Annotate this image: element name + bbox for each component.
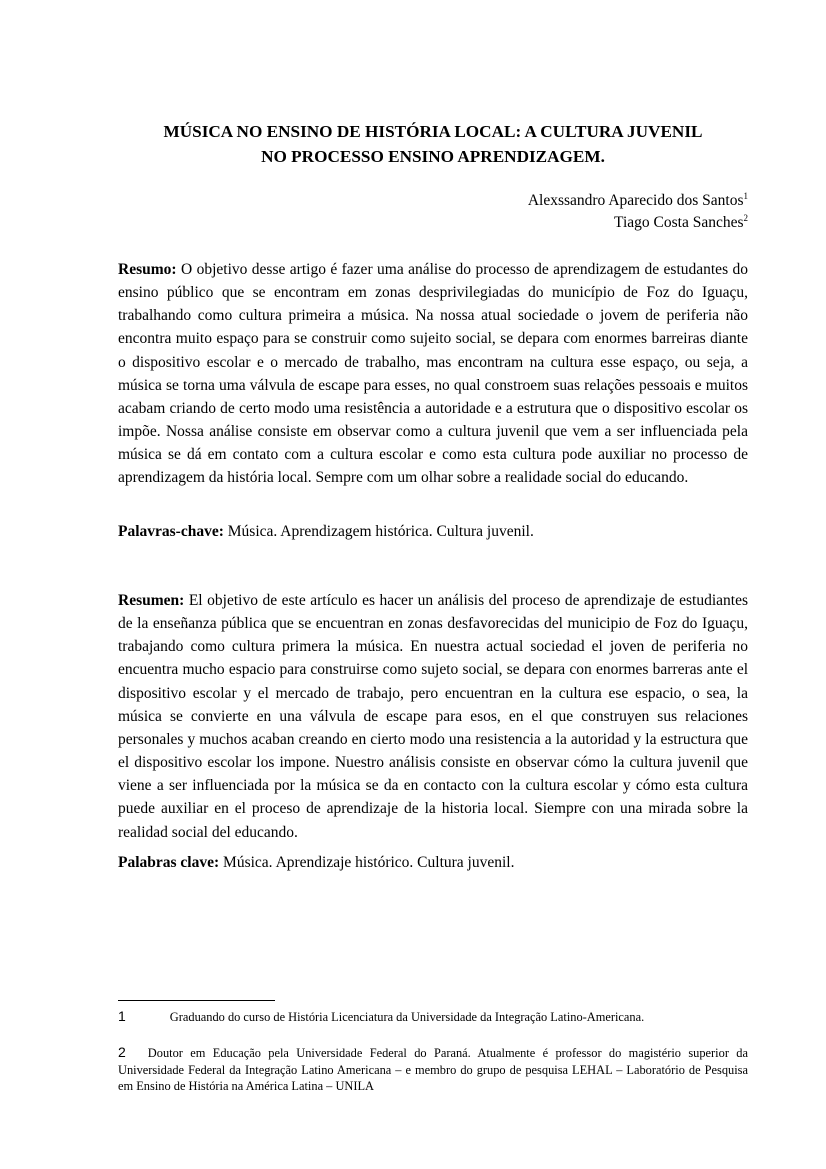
keywords-text: Música. Aprendizaje histórico. Cultura juvenil. (223, 854, 515, 871)
footnote-marker[interactable]: 1 (743, 190, 748, 201)
title-line-2: NO PROCESSO ENSINO APRENDIZAGEM. (261, 147, 605, 166)
abstract-label: Resumo: (118, 261, 177, 278)
footnote-marker[interactable]: 2 (743, 212, 748, 223)
paper-title (118, 119, 748, 169)
author-1 (528, 190, 748, 212)
abstract-label: Resumen: (118, 592, 185, 609)
footnote-number: 1 (118, 1008, 126, 1024)
keywords-label: Palabras clave: (118, 854, 220, 871)
abstract-text: O objetivo desse artigo é fazer uma análise do processo de aprendizagem de estudantes do ensino público que se encontram em zonas desprivilegiadas do município de Foz do Iguaçu, trabalhando como cultura primeira a música. Na nossa atual sociedade o jovem de periferia não encontra muito espaço para se construir como sujeito social, se depara com enormes barreiras diante o dispositivo escolar e o mercado de trabalho, mas encontram na cultura esse espaço, ou seja, a música se torna uma válvula de escape para esses, no qual constroem suas relações pessoais e muitos acabam criando de certo modo uma resistência a autoridade e a estrutura que o dispositivo escolar os impõe. Nossa análise consiste em observar como a cultura juvenil que vem a ser influenciada pela música se dá em contato com a cultura escolar e como esta cultura pode auxiliar no processo de aprendizagem da história local. Sempre com um olhar sobre a realidade social do educando. (118, 261, 749, 487)
footnote-text: Graduando do curso de História Licenciatura da Universidade da Integração Latino-Americana. (169, 1010, 645, 1024)
author-2 (528, 212, 748, 234)
keywords-label: Palavras-chave: (118, 523, 224, 540)
footnote-separator (118, 1000, 275, 1001)
keywords-text: Música. Aprendizagem histórica. Cultura juvenil. (227, 523, 534, 540)
author-block (528, 190, 748, 234)
keywords-spanish (118, 851, 748, 874)
footnote-2 (118, 1044, 748, 1095)
abstract-text: El objetivo de este artículo es hacer un análisis del proceso de aprendizaje de estudiantes de la enseñanza pública que se encuentran en zonas desfavorecidas del municipio de Foz do Iguaçu, trabajando como cultura primera la música. En nuestra actual sociedad el joven de periferia no encuentra mucho espacio para construirse como sujeto social, se depara con enormes barreras ante el dispositivo escolar y el mercado de trabajo, pero encuentran en la cultura ese espacio, o sea, la música se convierte en una válvula de escape para esos, en el que construyen sus relaciones personales y muchos acaban creando en cierto modo una resistencia a la autoridad y la estructura que el dispositivo escolar los impone. Nuestro análisis consiste en observar cómo la cultura juvenil que viene a ser influenciada por la música se da en contacto con la cultura escolar y cómo esta cultura puede auxiliar en el proceso de aprendizaje de la historia local. Siempre con una mirada sobre la realidad social del educando. (118, 592, 748, 841)
author-name: Tiago Costa Sanches (614, 214, 744, 231)
footnote-text: Doutor em Educação pela Universidade Federal do Paraná. Atualmente é professor do magistério superior da Universidade Federal da Integração Latino Americana – e membro do grupo de pesquisa LEHAL – Laboratório de Pesquisa em Ensino de História na América Latina – UNILA (118, 1046, 748, 1093)
footnote-1 (118, 1008, 748, 1026)
title-line-1: MÚSICA NO ENSINO DE HISTÓRIA LOCAL: A CULTURA JUVENIL (163, 122, 703, 141)
abstract-portuguese (118, 258, 748, 490)
abstract-spanish (118, 589, 748, 844)
footnote-number: 2 (118, 1044, 126, 1060)
author-name: Alexssandro Aparecido dos Santos (527, 192, 744, 209)
keywords-portuguese (118, 520, 748, 543)
